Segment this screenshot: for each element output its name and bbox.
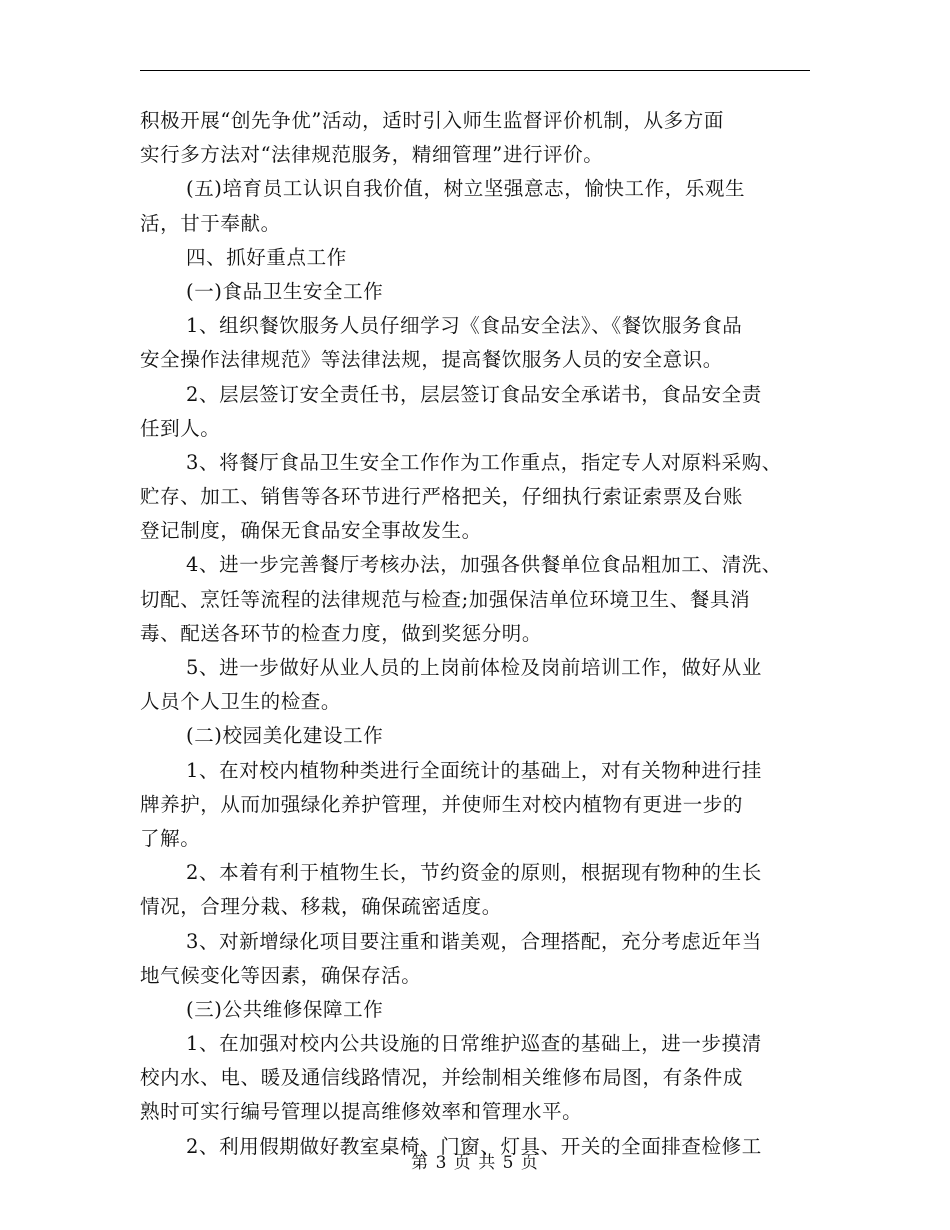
text-line: 贮存、加工、销售等各环节进行严格把关，仔细执行索证索票及台账	[140, 485, 744, 509]
subsection-heading: (二)校园美化建设工作	[186, 724, 384, 748]
text-line: 1、在对校内植物种类进行全面统计的基础上，对有关物种进行挂	[186, 758, 762, 782]
page-number: 第 3 页 共 5 页	[411, 1153, 539, 1173]
text-line: 安全操作法律规范》等法律法规，提高餐饮服务人员的安全意识。	[140, 348, 723, 372]
text-line: 实行多方法对“法律规范服务，精细管理”进行评价。	[140, 143, 604, 167]
text-line: 切配、烹饪等流程的法律规范与检查;加强保洁单位环境卫生、餐具消	[140, 587, 751, 611]
text-line: 毒、配送各环节的检查力度，做到奖惩分明。	[140, 621, 543, 645]
text-line: 4、进一步完善餐厅考核办法，加强各供餐单位食品粗加工、清洗、	[186, 553, 782, 577]
subsection-heading: (三)公共维修保障工作	[186, 997, 384, 1021]
text-line: 校内水、电、暖及通信线路情况，并绘制相关维修布局图，有条件成	[140, 1066, 744, 1090]
text-line: 了解。	[140, 826, 201, 850]
text-line: 积极开展“创先争优”活动，适时引入师生监督评价机制，从多方面	[140, 109, 724, 132]
text-line: 登记制度，确保无食品安全事故发生。	[140, 519, 482, 543]
section-heading: 四、抓好重点工作	[186, 245, 347, 269]
text-line: 2、本着有利于植物生长，节约资金的原则，根据现有物种的生长	[186, 861, 762, 885]
text-line: 牌养护，从而加强绿化养护管理，并使师生对校内植物有更进一步的	[140, 792, 744, 816]
text-line: 情况，合理分栽、移栽，确保疏密适度。	[140, 895, 502, 919]
text-line: 3、将餐厅食品卫生安全工作作为工作重点，指定专人对原料采购、	[186, 450, 782, 474]
text-line: 人员个人卫生的检查。	[140, 690, 342, 714]
text-line: (五)培育员工认识自我价值，树立坚强意志，愉快工作，乐观生	[186, 177, 746, 201]
text-line: 活，甘于奉献。	[140, 211, 281, 235]
header-rule	[140, 70, 810, 71]
text-line: 1、在加强对校内公共设施的日常维护巡查的基础上，进一步摸清	[186, 1032, 762, 1056]
text-line: 5、进一步做好从业人员的上岗前体检及岗前培训工作，做好从业	[186, 656, 762, 679]
text-line: 2、利用假期做好教室桌椅、门窗、灯具、开关的全面排查检修工	[186, 1134, 762, 1158]
text-line: 熟时可实行编号管理以提高维修效率和管理水平。	[140, 1100, 583, 1124]
text-line: 任到人。	[140, 416, 221, 440]
text-line: 3、对新增绿化项目要注重和谐美观，合理搭配，充分考虑近年当	[186, 929, 762, 953]
text-line: 1、组织餐饮服务人员仔细学习《食品安全法》、《餐饮服务食品	[186, 314, 743, 338]
text-line: 地气候变化等因素，确保存活。	[140, 963, 422, 987]
text-line: 2、层层签订安全责任书，层层签订食品安全承诺书，食品安全责	[186, 382, 762, 406]
subsection-heading: (一)食品卫生安全工作	[186, 279, 384, 303]
document-body	[140, 104, 820, 1164]
